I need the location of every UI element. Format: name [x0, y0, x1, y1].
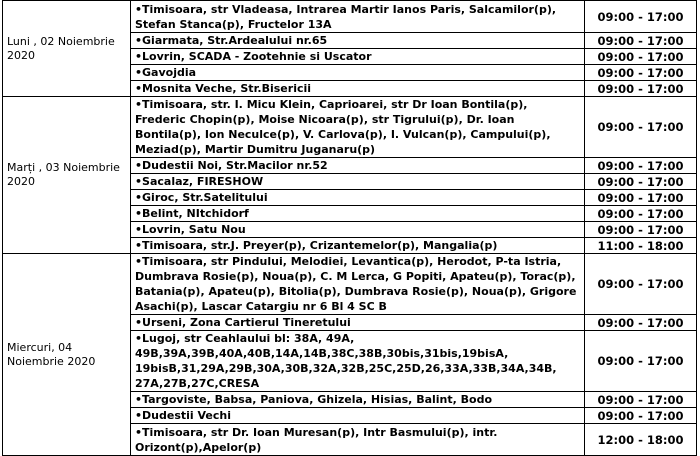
time-cell: 09:00 - 17:00 — [585, 174, 697, 190]
time-cell: 09:00 - 17:00 — [585, 81, 697, 97]
location-cell: •Timisoara, str Pindului, Melodiei, Levantica(p), Herodot, P-ta Istria, Dumbrava Rosie(p), Noua(p), C. M Lerca, G Popiti, Apateu(p), Torac(p), Batania(p), Apateu(p), Bitolia(p), Dumbrava Rosie(p), Noua(p), Grigore Asachi(p), Lascar Catargiu nr 6 Bl 4 SC B — [131, 254, 585, 315]
time-cell: 09:00 - 17:00 — [585, 158, 697, 174]
time-cell: 09:00 - 17:00 — [585, 33, 697, 49]
table-row — [3, 97, 697, 158]
location-cell: •Sacalaz, FIRESHOW — [131, 174, 585, 190]
time-cell: 09:00 - 17:00 — [585, 1, 697, 33]
time-cell: 09:00 - 17:00 — [585, 206, 697, 222]
location-cell: •Giroc, Str.Satelitului — [131, 190, 585, 206]
location-cell: •Belint, NItchidorf — [131, 206, 585, 222]
location-cell: •Gavojdia — [131, 65, 585, 81]
time-cell: 12:00 - 18:00 — [585, 424, 697, 456]
table-row — [3, 254, 697, 315]
table-row — [3, 1, 697, 33]
location-cell: •Timisoara, str Dr. Ioan Muresan(p), Intr Basmului(p), intr. Orizont(p),Apelor(p) — [131, 424, 585, 456]
time-cell: 09:00 - 17:00 — [585, 222, 697, 238]
day-cell: Miercuri, 04 Noiembrie 2020 — [3, 254, 131, 456]
time-cell: 09:00 - 17:00 — [585, 65, 697, 81]
time-cell: 09:00 - 17:00 — [585, 254, 697, 315]
location-cell: •Timisoara, str. I. Micu Klein, Caprioarei, str Dr Ioan Bontila(p), Frederic Chopin(p), Moise Nicoara(p), str Tigrului(p), Dr. Ioan Bontila(p), Ion Neculce(p), V. Carlova(p), I. Vulcan(p), Campului(p), Meziad(p), Martir Dumitru Juganaru(p) — [131, 97, 585, 158]
location-cell: •Lovrin, SCADA - Zootehnie si Uscator — [131, 49, 585, 65]
location-cell: •Dudestii Noi, Str.Macilor nr.52 — [131, 158, 585, 174]
day-cell: Luni , 02 Noiembrie 2020 — [3, 1, 131, 97]
location-cell: •Lovrin, Satu Nou — [131, 222, 585, 238]
location-cell: •Giarmata, Str.Ardealului nr.65 — [131, 33, 585, 49]
location-cell: •Targoviste, Babsa, Paniova, Ghizela, Hisias, Balint, Bodo — [131, 392, 585, 408]
location-cell: •Mosnita Veche, Str.Bisericii — [131, 81, 585, 97]
location-cell: •Dudestii Vechi — [131, 408, 585, 424]
location-cell: •Timisoara, str.J. Preyer(p), Crizantemelor(p), Mangalia(p) — [131, 238, 585, 254]
time-cell: 09:00 - 17:00 — [585, 190, 697, 206]
location-cell: •Timisoara, str Vladeasa, Intrarea Martir Ianos Paris, Salcamilor(p), Stefan Stanca(p), Fructelor 13A — [131, 1, 585, 33]
time-cell: 09:00 - 17:00 — [585, 49, 697, 65]
time-cell: 09:00 - 17:00 — [585, 392, 697, 408]
location-cell: •Urseni, Zona Cartierul Tineretului — [131, 315, 585, 331]
location-cell: •Lugoj, str Ceahlaului bl: 38A, 49A, 49B,39A,39B,40A,40B,14A,14B,38C,38B,30bis,31bis,19bisA, 19bisB,31,29A,29B,30A,30B,32A,32B,25C,25D,26,33A,33B,34A,34B, 27A,27B,27C,CRESA — [131, 331, 585, 392]
time-cell: 09:00 - 17:00 — [585, 331, 697, 392]
time-cell: 09:00 - 17:00 — [585, 408, 697, 424]
time-cell: 09:00 - 17:00 — [585, 315, 697, 331]
outage-schedule-table — [2, 0, 697, 456]
day-cell: Marți , 03 Noiembrie 2020 — [3, 97, 131, 254]
time-cell: 09:00 - 17:00 — [585, 97, 697, 158]
time-cell: 11:00 - 18:00 — [585, 238, 697, 254]
